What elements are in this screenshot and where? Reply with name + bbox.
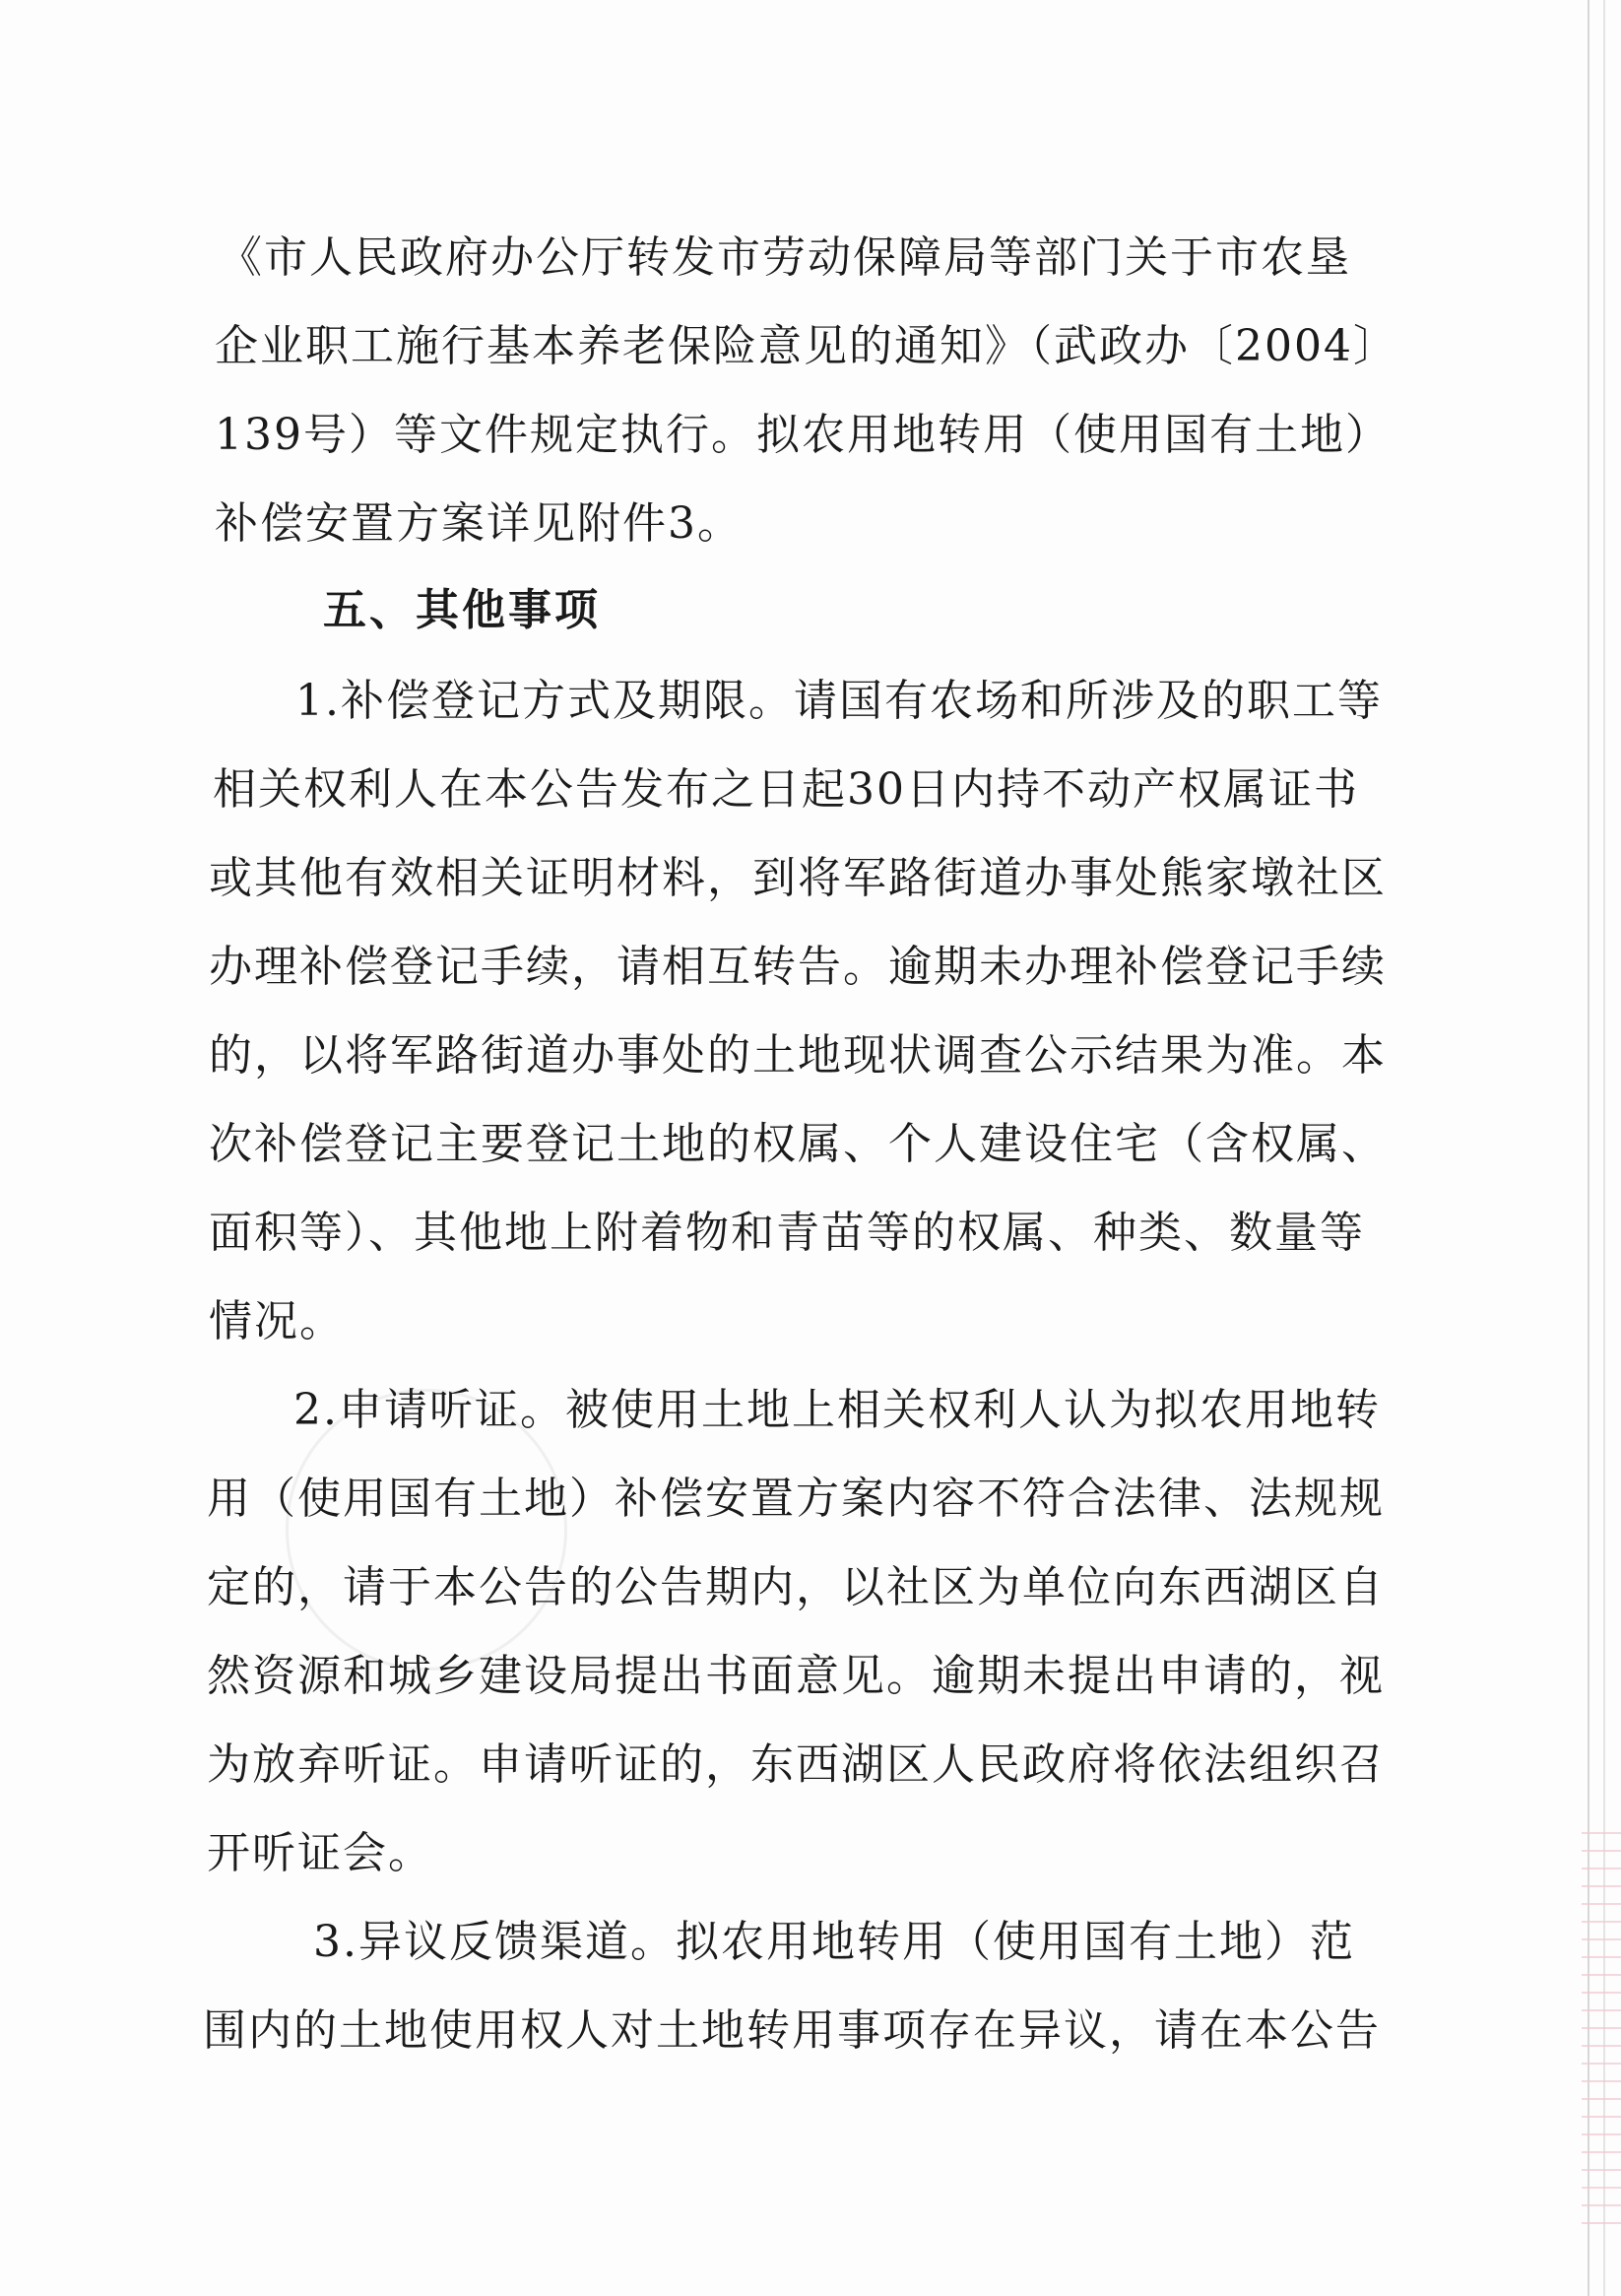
- body-text-line: 围内的土地使用权人对土地转用事项存在异议，请在本公告: [203, 2005, 1381, 2056]
- body-text-line: 面积等）、其他地上附着物和青苗等的权属、种类、数量等: [209, 1208, 1365, 1258]
- scan-edge-marks: [1582, 1832, 1621, 2226]
- body-text-line: 补偿安置方案详见附件3。: [215, 498, 743, 549]
- body-text-line: 企业职工施行基本养老保险意见的通知》（武政办〔2004〕: [215, 321, 1398, 371]
- body-text-line: 然资源和城乡建设局提出书面意见。逾期未提出申请的，视: [207, 1651, 1385, 1701]
- body-text-line: 开听证会。: [207, 1828, 433, 1878]
- body-text-line: 3.异议反馈渠道。拟农用地转用（使用国有土地）范: [313, 1917, 1355, 1967]
- body-text-line: 相关权利人在本公告发布之日起30日内持不动产权属证书: [213, 764, 1359, 815]
- body-text-line: 《市人民政府办公厅转发市劳动保障局等部门关于市农垦: [219, 232, 1351, 283]
- body-text-line: 1.补偿登记方式及期限。请国有农场和所涉及的职工等: [295, 676, 1383, 726]
- body-text-line: 情况。: [209, 1296, 345, 1346]
- body-text-line: 办理补偿登记手续，请相互转告。逾期未办理补偿登记手续: [209, 942, 1387, 992]
- body-text-line: 139号）等文件规定执行。拟农用地转用（使用国有土地）: [215, 410, 1391, 460]
- body-text-line: 次补偿登记主要登记土地的权属、个人建设住宅（含权属、: [209, 1119, 1387, 1169]
- body-text-line: 为放弃听证。申请听证的，东西湖区人民政府将依法组织召: [207, 1739, 1385, 1790]
- body-text-line: 2.申请听证。被使用土地上相关权利人认为拟农用地转: [293, 1385, 1381, 1435]
- body-text-line: 的，以将军路街道办事处的土地现状调查公示结果为准。本: [209, 1030, 1387, 1081]
- section-heading: 五、其他事项: [323, 585, 601, 635]
- body-text-line: 或其他有效相关证明材料，到将军路街道办事处熊家墩社区: [209, 853, 1387, 903]
- body-text-line: 定的，请于本公告的公告期内，以社区为单位向东西湖区自: [207, 1562, 1385, 1612]
- body-text-line: 用（使用国有土地）补偿安置方案内容不符合法律、法规规: [207, 1474, 1385, 1524]
